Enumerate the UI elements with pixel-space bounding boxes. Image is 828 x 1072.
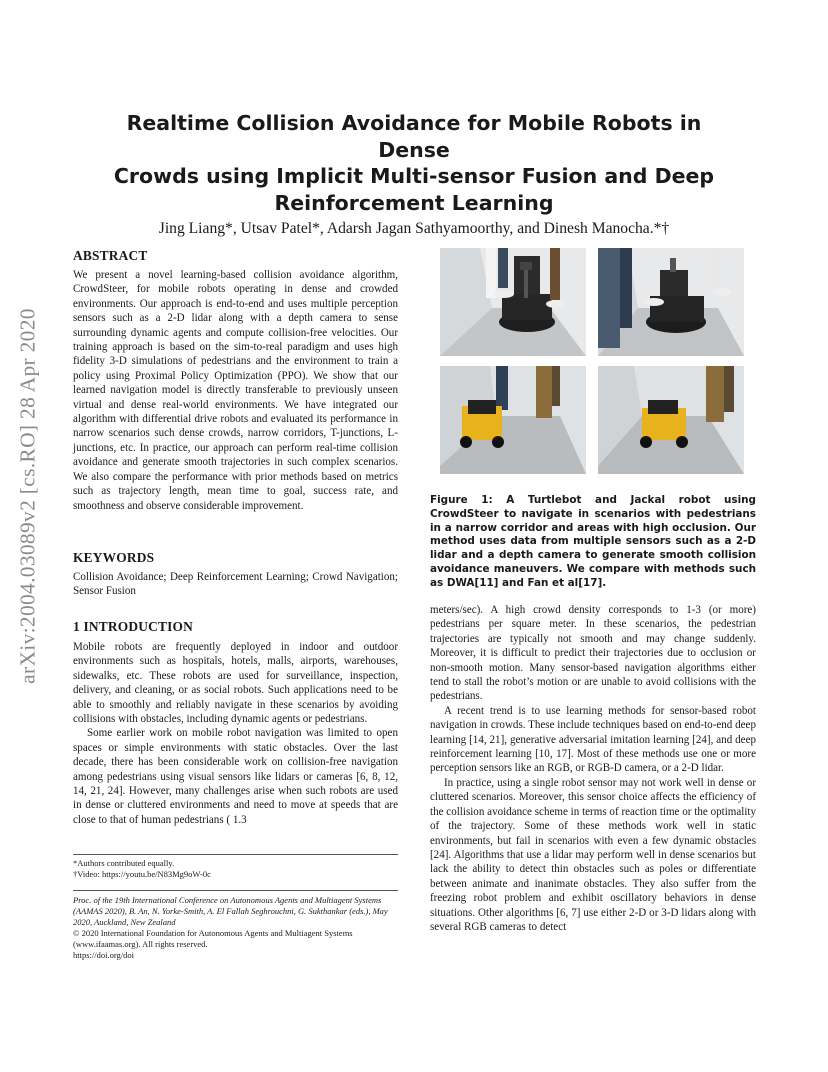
copyright-block (73, 890, 398, 962)
keywords-heading: KEYWORDS (73, 550, 155, 565)
body-paragraph: meters/sec). A high crowd density corresponds to 1-3 (or more) pedestrians per square meter. In these scenarios, the pedestrian trajectories are typically not smooth and may change suddenly. Moreover, it is difficult to predict their trajectories due to occlusion or non-smooth motion. Many sensor-based navigation algorithms either tend to stall the robot’s motion or are unable to avoid collisions with the pedestrians. (430, 604, 756, 703)
arxiv-id: arXiv:2004.03089v2 [cs.RO] 28 Apr 2020 (15, 308, 40, 684)
figure-photo-turtlebot-2 (598, 248, 744, 356)
footnote: *Authors contributed equally. (73, 858, 175, 868)
abstract-body (73, 268, 398, 513)
right-column-body (430, 603, 756, 934)
title-line: Reinforcement Learning (274, 190, 554, 215)
footnotes (73, 854, 398, 881)
abstract-text: We present a novel learning-based collision avoidance algorithm, CrowdSteer, for mobile robots operating in dense and crowded environments. Our approach is end-to-end and uses multiple perception sensors such as a 2-D lidar along with a depth camera to sense surrounding dynamic agents and compute collision-free velocities. Our training approach is based on the sim-to-real paradigm and uses high fidelity 3-D simulations of pedestrians and the environment to train a policy using Proximal Policy Optimization (PPO). We show that our learned navigation model is directly transferable to previously unseen virtual and dense real-world environments. We have integrated our algorithm with differential drive robots and evaluated its performance in narrow scenarios such dense crowds, narrow corridors, T-junctions, L-junctions, etc. In practice, our approach can perform real-time collision avoidance and generate smooth trajectories in such complex scenarios. We also compare the performance with prior methods based on metrics such as trajectory length, mean time to goal, success rate, and smoothness and observe considerable improvement. (73, 269, 398, 512)
footnote: †Video: https://youtu.be/N83Mg9oW-0c (73, 869, 211, 880)
introduction-body (73, 640, 398, 827)
intro-paragraph: Some earlier work on mobile robot navigation was limited to open spaces or simple environments with static obstacles. Over the last decade, there has been considerable work on collision-free navigation among pedestrians using visual sensors like lidars or cameras [6, 8, 12, 14, 21, 24]. However, many challenges arise when such robots are used in dense or cluttered environments and need to move at speeds that are close to that of human pedestrians ( 1.3 (73, 727, 398, 826)
figure-photo-turtlebot-1 (440, 248, 586, 356)
introduction-heading: 1 INTRODUCTION (73, 619, 193, 634)
body-paragraph: In practice, using a single robot sensor may not work well in dense or cluttered scenarios. Moreover, this sensor choice affects the efficiency of the collision avoidance scheme in terms of reaction time or the optimality of the trajectory. Some of these methods work well in static environments, but fail in scenarios with even a few dynamic obstacles [24]. Algorithms that use a lidar may perform well in dense scenarios but lack the ability to detect thin obstacles such as poles or differentiate between animate and inanimate obstacles. They also suffer from the freezing robot problem and exhibit oscillatory behaviors in dense situations. Other algorithms [6, 7] use either 2-D or 3-D lidars along with several RGB cameras to detect (430, 776, 756, 933)
figure-photo-jackal-1 (440, 366, 586, 474)
author-list: Jing Liang*, Utsav Patel*, Adarsh Jagan Sathyamoorthy, and Dinesh Manocha.*† (158, 220, 670, 237)
proceedings-note: Proc. of the 19th International Conference on Autonomous Agents and Multiagent Systems (AAMAS 2020), B. An, N. Yorke-Smith, A. El Fallah Seghrouchni, G. Sukthankar (eds.), May 2020, Auckland, New Zealand (73, 895, 388, 928)
title-line: Realtime Collision Avoidance for Mobile Robots in Dense (126, 111, 702, 162)
body-paragraph: A recent trend is to use learning methods for sensor-based robot navigation in crowds. These include techniques based on end-to-end deep learning [14, 21], generative adversarial imitation learning [24], and deep reinforcement learning [10, 17]. Most of these methods use one or more perception sensors like an RGB, or RGB-D camera, or a 2-D lidar. (430, 704, 756, 775)
paper-title (100, 110, 728, 216)
intro-paragraph: Mobile robots are frequently deployed in indoor and outdoor environments such as hospitals, hotels, malls, airports, warehouses, sidewalks, etc. These robots are used for surveillance, inspection, delivery, and cleaning, or as social robots. Such applications need to be able to smoothly and reliably navigate in these scenarios by avoiding collisions with obstacles, including dynamic agents or pedestrians. (73, 641, 398, 726)
figure-1 (440, 248, 756, 480)
keywords-body (73, 570, 398, 599)
figure-caption: Figure 1: A Turtlebot and Jackal robot using CrowdSteer to navigate in scenarios with pedestrians in a narrow corridor and areas with high occlusion. Our method uses data from multiple sensors such as a 2-D lidar and a depth camera to generate smooth collision avoidance maneuvers. We compare with methods such as DWA[11] and Fan et al[17]. (430, 494, 756, 589)
copyright-note: © 2020 International Foundation for Autonomous Agents and Multiagent Systems (www.ifaamas.org). All rights reserved. (73, 928, 353, 950)
abstract-heading: ABSTRACT (73, 248, 148, 263)
arxiv-sidebar (10, 286, 46, 706)
figure-photo-jackal-2 (598, 366, 744, 474)
doi-link[interactable]: https://doi.org/doi (73, 950, 135, 961)
title-line: Crowds using Implicit Multi-sensor Fusion and Deep (113, 164, 715, 188)
keywords-text: Collision Avoidance; Deep Reinforcement Learning; Crowd Navigation; Sensor Fusion (73, 571, 398, 598)
